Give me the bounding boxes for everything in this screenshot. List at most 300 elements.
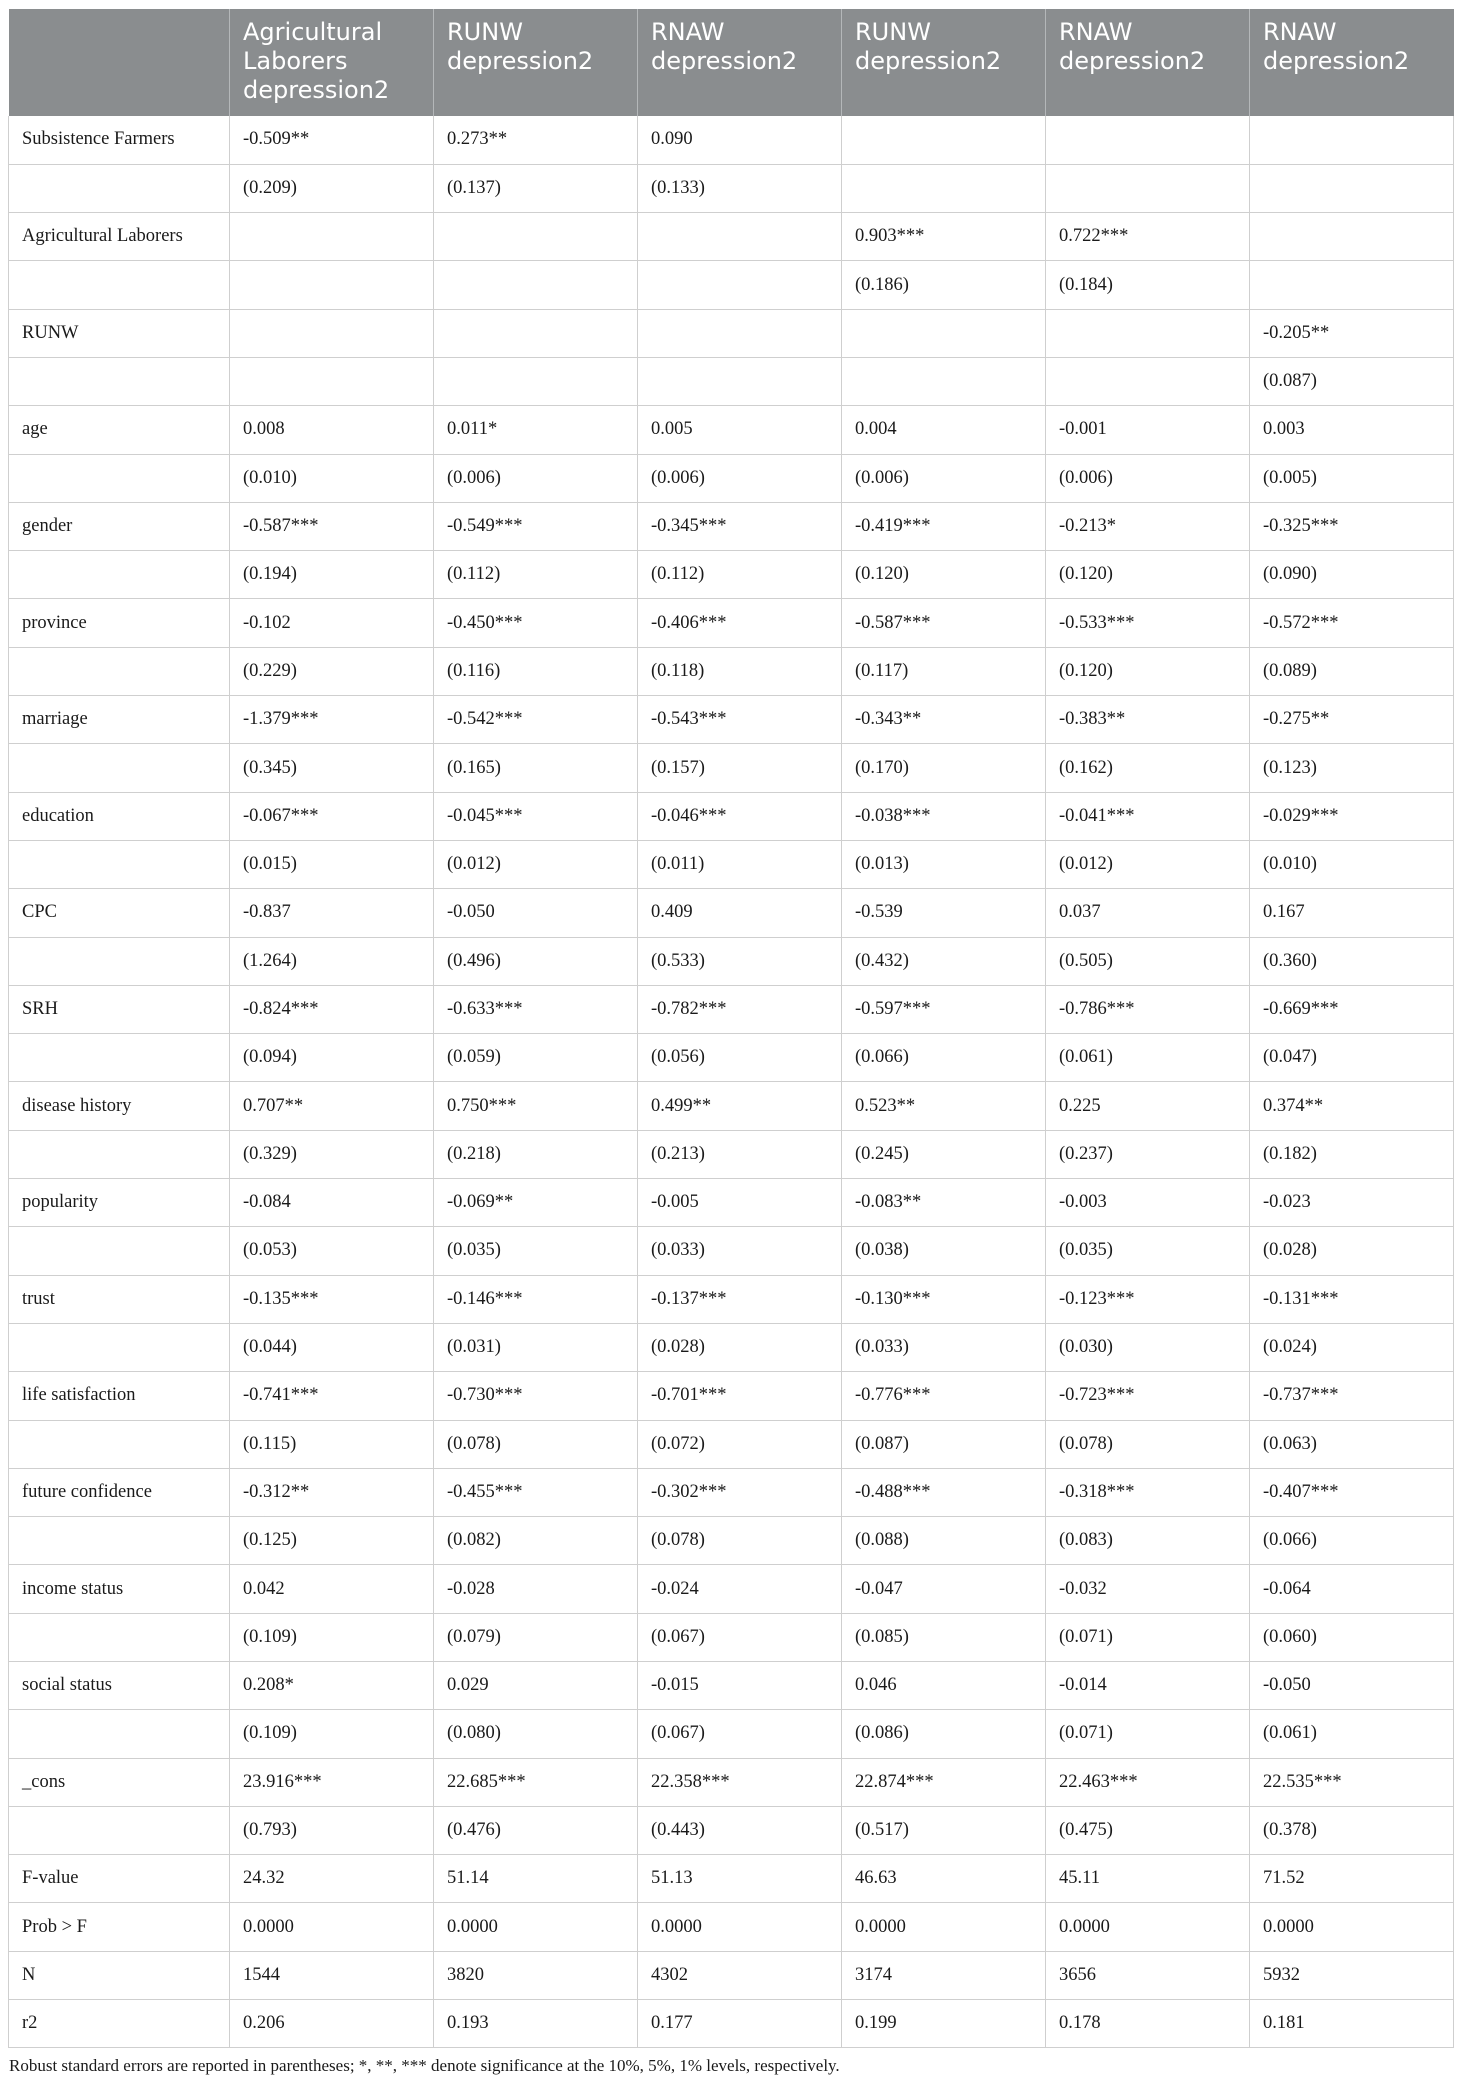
table-cell: 0.042 (230, 1565, 434, 1613)
table-cell: 0.037 (1046, 889, 1250, 937)
table-cell: (0.476) (434, 1806, 638, 1854)
table-cell (842, 309, 1046, 357)
table-cell: (0.071) (1046, 1710, 1250, 1758)
table-cell: (1.264) (230, 937, 434, 985)
table-row (9, 1903, 1454, 1951)
table-row (9, 1613, 1454, 1661)
table-cell: (0.123) (1250, 744, 1454, 792)
table-cell: (0.505) (1046, 937, 1250, 985)
table-cell: -0.633*** (434, 985, 638, 1033)
table-cell (1250, 261, 1454, 309)
table-cell: -0.064 (1250, 1565, 1454, 1613)
table-row (9, 502, 1454, 550)
table-cell: (0.115) (230, 1420, 434, 1468)
row-label-cell: popularity (9, 1179, 230, 1227)
table-row (9, 1227, 1454, 1275)
table-cell: (0.475) (1046, 1806, 1250, 1854)
table-cell: 0.707** (230, 1082, 434, 1130)
table-cell (1046, 116, 1250, 164)
table-row (9, 1130, 1454, 1178)
table-cell: 45.11 (1046, 1855, 1250, 1903)
table-cell: -0.450*** (434, 599, 638, 647)
table-cell: -0.024 (638, 1565, 842, 1613)
table-cell (1046, 357, 1250, 405)
table-cell: (0.194) (230, 551, 434, 599)
table-row (9, 792, 1454, 840)
table-cell: -0.050 (434, 889, 638, 937)
table-cell: -0.038*** (842, 792, 1046, 840)
table-cell: 51.14 (434, 1855, 638, 1903)
table-row (9, 2000, 1454, 2048)
table-row (9, 1082, 1454, 1130)
table-cell: -0.014 (1046, 1662, 1250, 1710)
table-cell (638, 357, 842, 405)
table-row (9, 357, 1454, 405)
table-cell: 0.523** (842, 1082, 1046, 1130)
table-cell: -0.023 (1250, 1179, 1454, 1227)
table-cell (434, 309, 638, 357)
table-row (9, 1662, 1454, 1710)
row-label-cell: gender (9, 502, 230, 550)
table-cell: -0.028 (434, 1565, 638, 1613)
table-cell: -0.205** (1250, 309, 1454, 357)
table-cell: -0.131*** (1250, 1275, 1454, 1323)
table-cell: -0.837 (230, 889, 434, 937)
table-cell (842, 357, 1046, 405)
table-cell: -0.782*** (638, 985, 842, 1033)
table-cell: -0.005 (638, 1179, 842, 1227)
row-label-cell: RUNW (9, 309, 230, 357)
table-cell: (0.038) (842, 1227, 1046, 1275)
table-cell: -0.488*** (842, 1468, 1046, 1516)
table-cell: (0.044) (230, 1323, 434, 1371)
table-cell: (0.118) (638, 647, 842, 695)
row-label-cell: age (9, 406, 230, 454)
table-cell: 0.0000 (1046, 1903, 1250, 1951)
table-cell: 0.409 (638, 889, 842, 937)
header-row (9, 9, 1454, 116)
table-cell: (0.079) (434, 1613, 638, 1661)
table-cell: -0.067*** (230, 792, 434, 840)
table-cell: (0.010) (1250, 840, 1454, 888)
table-cell: (0.182) (1250, 1130, 1454, 1178)
table-cell (638, 309, 842, 357)
table-cell: -0.047 (842, 1565, 1046, 1613)
table-cell: (0.443) (638, 1806, 842, 1854)
table-row (9, 261, 1454, 309)
table-cell: -0.587*** (842, 599, 1046, 647)
row-label-cell (9, 1517, 230, 1565)
table-cell: -0.069** (434, 1179, 638, 1227)
table-cell: -0.083** (842, 1179, 1046, 1227)
table-cell: 0.374** (1250, 1082, 1454, 1130)
table-cell: (0.006) (434, 454, 638, 502)
table-cell (434, 357, 638, 405)
table-cell (434, 213, 638, 261)
table-cell: (0.078) (434, 1420, 638, 1468)
row-label-cell (9, 647, 230, 695)
row-label-cell (9, 1710, 230, 1758)
table-row (9, 1034, 1454, 1082)
table-row (9, 889, 1454, 937)
header-cell-model-6: RNAW depression2 (1250, 9, 1454, 116)
table-cell: -0.312** (230, 1468, 434, 1516)
table-cell: -0.824*** (230, 985, 434, 1033)
row-label-cell (9, 164, 230, 212)
table-cell: 0.0000 (1250, 1903, 1454, 1951)
table-cell: 22.685*** (434, 1758, 638, 1806)
table-cell: -0.029*** (1250, 792, 1454, 840)
row-label-cell (9, 454, 230, 502)
table-cell: (0.087) (1250, 357, 1454, 405)
table-cell (230, 261, 434, 309)
row-label-cell: F-value (9, 1855, 230, 1903)
header-cell-model-2: RUNW depression2 (434, 9, 638, 116)
table-cell: (0.432) (842, 937, 1046, 985)
table-cell: 0.029 (434, 1662, 638, 1710)
table-cell: (0.085) (842, 1613, 1046, 1661)
table-cell: -0.001 (1046, 406, 1250, 454)
table-cell (842, 116, 1046, 164)
table-cell: 0.273** (434, 116, 638, 164)
table-cell: 22.358*** (638, 1758, 842, 1806)
table-cell: (0.793) (230, 1806, 434, 1854)
table-row (9, 213, 1454, 261)
table-cell: 0.225 (1046, 1082, 1250, 1130)
table-cell: 3656 (1046, 1951, 1250, 1999)
table-cell: -0.509** (230, 116, 434, 164)
row-label-cell: r2 (9, 2000, 230, 2048)
table-row (9, 985, 1454, 1033)
header-cell-model-4: RUNW depression2 (842, 9, 1046, 116)
table-cell: (0.005) (1250, 454, 1454, 502)
table-cell: 0.903*** (842, 213, 1046, 261)
table-cell: (0.345) (230, 744, 434, 792)
row-label-cell (9, 1130, 230, 1178)
table-cell: (0.186) (842, 261, 1046, 309)
table-cell: -0.137*** (638, 1275, 842, 1323)
row-label-cell: N (9, 1951, 230, 1999)
table-cell: -0.406*** (638, 599, 842, 647)
table-row (9, 647, 1454, 695)
table-cell: (0.157) (638, 744, 842, 792)
table-cell: (0.067) (638, 1613, 842, 1661)
table-row (9, 937, 1454, 985)
table-cell: (0.087) (842, 1420, 1046, 1468)
table-cell: (0.035) (434, 1227, 638, 1275)
table-cell: 22.535*** (1250, 1758, 1454, 1806)
table-cell: 0.003 (1250, 406, 1454, 454)
table-cell: -0.041*** (1046, 792, 1250, 840)
table-cell: -0.669*** (1250, 985, 1454, 1033)
table-cell: (0.056) (638, 1034, 842, 1082)
table-cell: 23.916*** (230, 1758, 434, 1806)
table-cell: (0.088) (842, 1517, 1046, 1565)
table-cell: -0.032 (1046, 1565, 1250, 1613)
table-cell: (0.013) (842, 840, 1046, 888)
table-cell: (0.066) (1250, 1517, 1454, 1565)
table-cell: -0.130*** (842, 1275, 1046, 1323)
table-cell: (0.015) (230, 840, 434, 888)
table-row (9, 744, 1454, 792)
row-label-cell (9, 551, 230, 599)
table-cell: (0.063) (1250, 1420, 1454, 1468)
table-cell: 5932 (1250, 1951, 1454, 1999)
table-cell: 0.722*** (1046, 213, 1250, 261)
table-cell: (0.094) (230, 1034, 434, 1082)
table-cell: (0.066) (842, 1034, 1046, 1082)
table-cell: -0.786*** (1046, 985, 1250, 1033)
row-label-cell: education (9, 792, 230, 840)
table-cell: (0.533) (638, 937, 842, 985)
table-cell: 0.0000 (230, 1903, 434, 1951)
table-cell: (0.170) (842, 744, 1046, 792)
table-cell: -0.046*** (638, 792, 842, 840)
table-cell: (0.120) (842, 551, 1046, 599)
row-label-cell: SRH (9, 985, 230, 1033)
table-cell: 0.167 (1250, 889, 1454, 937)
table-cell: (0.030) (1046, 1323, 1250, 1371)
table-cell: (0.067) (638, 1710, 842, 1758)
table-cell: (0.024) (1250, 1323, 1454, 1371)
row-label-cell: Subsistence Farmers (9, 116, 230, 164)
table-cell: -0.383** (1046, 696, 1250, 744)
table-cell: -0.776*** (842, 1372, 1046, 1420)
table-cell: (0.031) (434, 1323, 638, 1371)
row-label-cell: Agricultural Laborers (9, 213, 230, 261)
table-cell: 0.004 (842, 406, 1046, 454)
table-cell: -0.549*** (434, 502, 638, 550)
row-label-cell (9, 840, 230, 888)
row-label-cell (9, 1420, 230, 1468)
row-label-cell (9, 1613, 230, 1661)
table-cell: -0.275** (1250, 696, 1454, 744)
row-label-cell (9, 744, 230, 792)
header-cell-model-3: RNAW depression2 (638, 9, 842, 116)
table-cell: (0.083) (1046, 1517, 1250, 1565)
table-cell (842, 164, 1046, 212)
row-label-cell: disease history (9, 1082, 230, 1130)
table-cell: (0.078) (1046, 1420, 1250, 1468)
table-cell: (0.109) (230, 1710, 434, 1758)
table-body (9, 116, 1454, 2048)
table-cell (230, 309, 434, 357)
table-cell: 46.63 (842, 1855, 1046, 1903)
row-label-cell: income status (9, 1565, 230, 1613)
row-label-cell (9, 1806, 230, 1854)
table-cell: (0.116) (434, 647, 638, 695)
table-cell: -0.419*** (842, 502, 1046, 550)
regression-table (8, 9, 1454, 2048)
table-cell: 0.193 (434, 2000, 638, 2048)
table-cell: 0.208* (230, 1662, 434, 1710)
table-cell (1046, 309, 1250, 357)
table-cell: 24.32 (230, 1855, 434, 1903)
table-cell (1250, 164, 1454, 212)
table-cell: 0.206 (230, 2000, 434, 2048)
table-cell: (0.080) (434, 1710, 638, 1758)
table-footnote: Robust standard errors are reported in parentheses; *, **, *** denote significance at the 10%, 5%, 1% levels, respectively. (9, 2056, 840, 2075)
table-cell: -0.015 (638, 1662, 842, 1710)
table-cell: (0.090) (1250, 551, 1454, 599)
table-cell: (0.125) (230, 1517, 434, 1565)
table-cell: -0.741*** (230, 1372, 434, 1420)
table-cell: (0.218) (434, 1130, 638, 1178)
table-cell: (0.245) (842, 1130, 1046, 1178)
table-row (9, 840, 1454, 888)
table-cell: -0.318*** (1046, 1468, 1250, 1516)
table-header (9, 9, 1454, 116)
table-cell: 0.499** (638, 1082, 842, 1130)
table-cell: (0.213) (638, 1130, 842, 1178)
row-label-cell (9, 1227, 230, 1275)
table-cell: -0.572*** (1250, 599, 1454, 647)
table-cell: -0.737*** (1250, 1372, 1454, 1420)
table-cell: (0.053) (230, 1227, 434, 1275)
table-cell: 3820 (434, 1951, 638, 1999)
table-cell: (0.109) (230, 1613, 434, 1661)
table-row (9, 1710, 1454, 1758)
table-cell: (0.133) (638, 164, 842, 212)
table-cell: -0.135*** (230, 1275, 434, 1323)
table-cell (434, 261, 638, 309)
row-label-cell (9, 937, 230, 985)
table-cell: (0.061) (1046, 1034, 1250, 1082)
table-cell: 0.008 (230, 406, 434, 454)
table-cell: (0.112) (434, 551, 638, 599)
table-row (9, 599, 1454, 647)
table-cell: (0.089) (1250, 647, 1454, 695)
table-cell: -0.533*** (1046, 599, 1250, 647)
table-cell: -0.003 (1046, 1179, 1250, 1227)
table-cell: (0.006) (1046, 454, 1250, 502)
table-cell: (0.120) (1046, 551, 1250, 599)
table-cell: (0.378) (1250, 1806, 1454, 1854)
table-cell: (0.329) (230, 1130, 434, 1178)
table-cell: (0.112) (638, 551, 842, 599)
table-row (9, 309, 1454, 357)
table-cell (230, 357, 434, 405)
table-cell: 0.005 (638, 406, 842, 454)
table-cell: (0.086) (842, 1710, 1046, 1758)
row-label-cell (9, 357, 230, 405)
table-cell: (0.059) (434, 1034, 638, 1082)
table-row (9, 454, 1454, 502)
table-cell: (0.072) (638, 1420, 842, 1468)
table-cell (638, 213, 842, 261)
table-cell: 0.199 (842, 2000, 1046, 2048)
table-cell: 0.0000 (434, 1903, 638, 1951)
table-cell: (0.162) (1046, 744, 1250, 792)
table-cell (1046, 164, 1250, 212)
table-cell: -0.539 (842, 889, 1046, 937)
table-cell: 4302 (638, 1951, 842, 1999)
table-cell: -0.146*** (434, 1275, 638, 1323)
table-cell (1250, 116, 1454, 164)
table-cell: (0.012) (434, 840, 638, 888)
table-cell: 22.874*** (842, 1758, 1046, 1806)
table-cell: (0.012) (1046, 840, 1250, 888)
table-cell: (0.517) (842, 1806, 1046, 1854)
table-row (9, 164, 1454, 212)
table-row (9, 1179, 1454, 1227)
table-row (9, 1806, 1454, 1854)
table-cell: (0.229) (230, 647, 434, 695)
table-cell: 0.011* (434, 406, 638, 454)
row-label-cell: _cons (9, 1758, 230, 1806)
table-cell: (0.006) (638, 454, 842, 502)
table-cell: -0.102 (230, 599, 434, 647)
table-cell: -0.343** (842, 696, 1046, 744)
table-cell: -0.542*** (434, 696, 638, 744)
table-cell: 0.090 (638, 116, 842, 164)
table-row (9, 1565, 1454, 1613)
table-cell: -0.325*** (1250, 502, 1454, 550)
table-cell (230, 213, 434, 261)
table-cell: (0.028) (1250, 1227, 1454, 1275)
table-cell: -0.701*** (638, 1372, 842, 1420)
table-cell: (0.078) (638, 1517, 842, 1565)
table-cell: (0.071) (1046, 1613, 1250, 1661)
table-cell: (0.061) (1250, 1710, 1454, 1758)
header-cell-variable (9, 9, 230, 116)
table-row (9, 1323, 1454, 1371)
row-label-cell (9, 261, 230, 309)
table-cell: -0.455*** (434, 1468, 638, 1516)
table-cell: -0.084 (230, 1179, 434, 1227)
table-cell: 22.463*** (1046, 1758, 1250, 1806)
header-cell-model-1: Agricultural Laborers depression2 (230, 9, 434, 116)
table-cell: (0.117) (842, 647, 1046, 695)
table-cell: -0.345*** (638, 502, 842, 550)
header-cell-model-5: RNAW depression2 (1046, 9, 1250, 116)
row-label-cell: life satisfaction (9, 1372, 230, 1420)
regression-table-container (8, 9, 1451, 2048)
table-cell (1250, 213, 1454, 261)
table-cell (638, 261, 842, 309)
table-cell: (0.060) (1250, 1613, 1454, 1661)
table-cell: -0.123*** (1046, 1275, 1250, 1323)
table-row (9, 406, 1454, 454)
table-cell: (0.360) (1250, 937, 1454, 985)
row-label-cell (9, 1323, 230, 1371)
row-label-cell: Prob > F (9, 1903, 230, 1951)
table-cell: (0.010) (230, 454, 434, 502)
table-cell: -1.379*** (230, 696, 434, 744)
table-cell: -0.045*** (434, 792, 638, 840)
table-row (9, 1855, 1454, 1903)
table-cell: (0.033) (842, 1323, 1046, 1371)
table-cell: -0.723*** (1046, 1372, 1250, 1420)
table-cell: 0.0000 (842, 1903, 1046, 1951)
table-cell: -0.213* (1046, 502, 1250, 550)
row-label-cell: social status (9, 1662, 230, 1710)
table-row (9, 1372, 1454, 1420)
table-cell: 71.52 (1250, 1855, 1454, 1903)
table-cell: (0.035) (1046, 1227, 1250, 1275)
table-row (9, 696, 1454, 744)
table-row (9, 1517, 1454, 1565)
table-cell: 51.13 (638, 1855, 842, 1903)
table-cell: -0.597*** (842, 985, 1046, 1033)
table-cell: (0.006) (842, 454, 1046, 502)
table-cell: (0.033) (638, 1227, 842, 1275)
table-row (9, 116, 1454, 164)
table-cell: -0.543*** (638, 696, 842, 744)
table-cell: -0.302*** (638, 1468, 842, 1516)
table-cell: 0.181 (1250, 2000, 1454, 2048)
table-cell: (0.137) (434, 164, 638, 212)
